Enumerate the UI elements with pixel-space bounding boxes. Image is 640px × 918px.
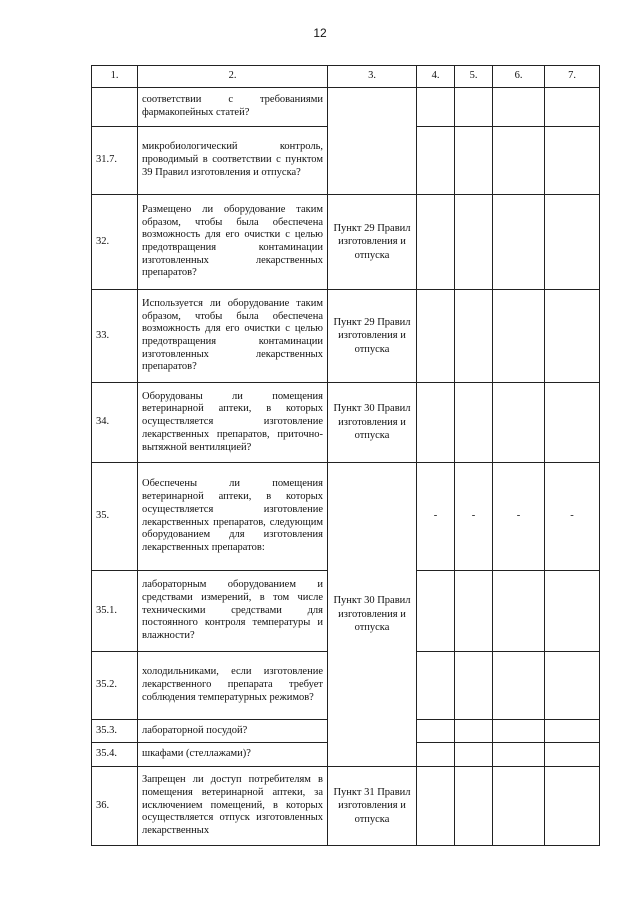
row-question: шкафами (стеллажами)? [138,743,328,767]
answer-cell [493,571,545,652]
header-cell: 6. [493,66,545,88]
answer-cell [545,767,600,846]
answer-cell [493,127,545,195]
table-row [92,383,600,463]
answer-cell [493,88,545,127]
table-row [92,88,600,127]
answer-cell [493,195,545,290]
row-reference: Пункт 29 Правил изготовления и отпуска [328,290,417,383]
table-row [92,463,600,571]
row-question: Используется ли оборудование таким образом, чтобы была обеспечена возможность для его очистки с целью предотвращения контаминации изготовленных лекарственных препаратов? [138,290,328,383]
table-row [92,195,600,290]
answer-cell [417,571,455,652]
answer-cell-dash: - [455,463,493,571]
answer-cell [455,195,493,290]
row-number: 35. [92,463,138,571]
row-reference: Пункт 29 Правил изготовления и отпуска [328,195,417,290]
row-number: 32. [92,195,138,290]
row-question: холодильниками, если изготовление лекарственного препарата требует соблюдения температурных режимов? [138,652,328,720]
row-reference: Пункт 30 Правил изготовления и отпуска [328,463,417,767]
row-number [92,88,138,127]
row-reference: Пункт 30 Правил изготовления и отпуска [328,383,417,463]
row-reference: Пункт 31 Правил изготовления и отпуска [328,767,417,846]
answer-cell [455,743,493,767]
row-number: 35.2. [92,652,138,720]
answer-cell [545,383,600,463]
row-number: 36. [92,767,138,846]
row-number: 33. [92,290,138,383]
answer-cell [545,652,600,720]
header-cell: 7. [545,66,600,88]
answer-cell [417,88,455,127]
row-number: 31.7. [92,127,138,195]
answer-cell [455,127,493,195]
row-question: Размещено ли оборудование таким образом, чтобы была обеспечена возможность для его очистки с целью предотвращения контаминации изготовленных лекарственных препаратов? [138,195,328,290]
checklist-table [91,65,600,846]
header-row [92,66,600,88]
row-question: микробиологический контроль, проводимый в соответствии с пунктом 39 Правил изготовления и отпуска? [138,127,328,195]
answer-cell [417,743,455,767]
row-question: Оборудованы ли помещения ветеринарной аптеки, в которых осуществляется изготовление лекарственных препаратов, приточно-вытяжной вентиляцией? [138,383,328,463]
row-number: 34. [92,383,138,463]
answer-cell [455,652,493,720]
answer-cell [493,652,545,720]
row-question: соответствии с требованиями фармакопейных статей? [138,88,328,127]
row-number: 35.4. [92,743,138,767]
answer-cell [455,383,493,463]
answer-cell [545,571,600,652]
answer-cell-dash: - [417,463,455,571]
header-cell: 3. [328,66,417,88]
header-cell: 4. [417,66,455,88]
answer-cell [417,383,455,463]
answer-cell [493,743,545,767]
row-reference [328,88,417,195]
answer-cell [417,767,455,846]
row-question: лабораторной посудой? [138,720,328,743]
answer-cell-dash: - [493,463,545,571]
table-row [92,290,600,383]
page-number: 12 [313,26,327,40]
answer-cell [545,88,600,127]
answer-cell [493,290,545,383]
row-question: Обеспечены ли помещения ветеринарной аптеки, в которых осуществляется изготовление лекарственных препаратов, следующим оборудованием для изготовления лекарственных препаратов: [138,463,328,571]
answer-cell [455,88,493,127]
row-question: лабораторным оборудованием и средствами измерений, в том числе техническими средствами для постоянного контроля температуры и влажности? [138,571,328,652]
answer-cell [455,767,493,846]
answer-cell [417,290,455,383]
answer-cell [545,720,600,743]
answer-cell [545,195,600,290]
row-number: 35.1. [92,571,138,652]
answer-cell [545,743,600,767]
answer-cell [493,720,545,743]
answer-cell [417,127,455,195]
answer-cell [545,290,600,383]
answer-cell [417,652,455,720]
answer-cell [493,383,545,463]
row-number: 35.3. [92,720,138,743]
header-cell: 1. [92,66,138,88]
answer-cell [417,195,455,290]
answer-cell [417,720,455,743]
answer-cell [493,767,545,846]
table-row [92,767,600,846]
answer-cell [455,571,493,652]
answer-cell [455,720,493,743]
answer-cell [455,290,493,383]
header-cell: 2. [138,66,328,88]
answer-cell-dash: - [545,463,600,571]
answer-cell [545,127,600,195]
header-cell: 5. [455,66,493,88]
row-question: Запрещен ли доступ потребителям в помещения ветеринарной аптеки, за исключением помещений, в которых осуществляется отпуск изготовленных лекарственных [138,767,328,846]
